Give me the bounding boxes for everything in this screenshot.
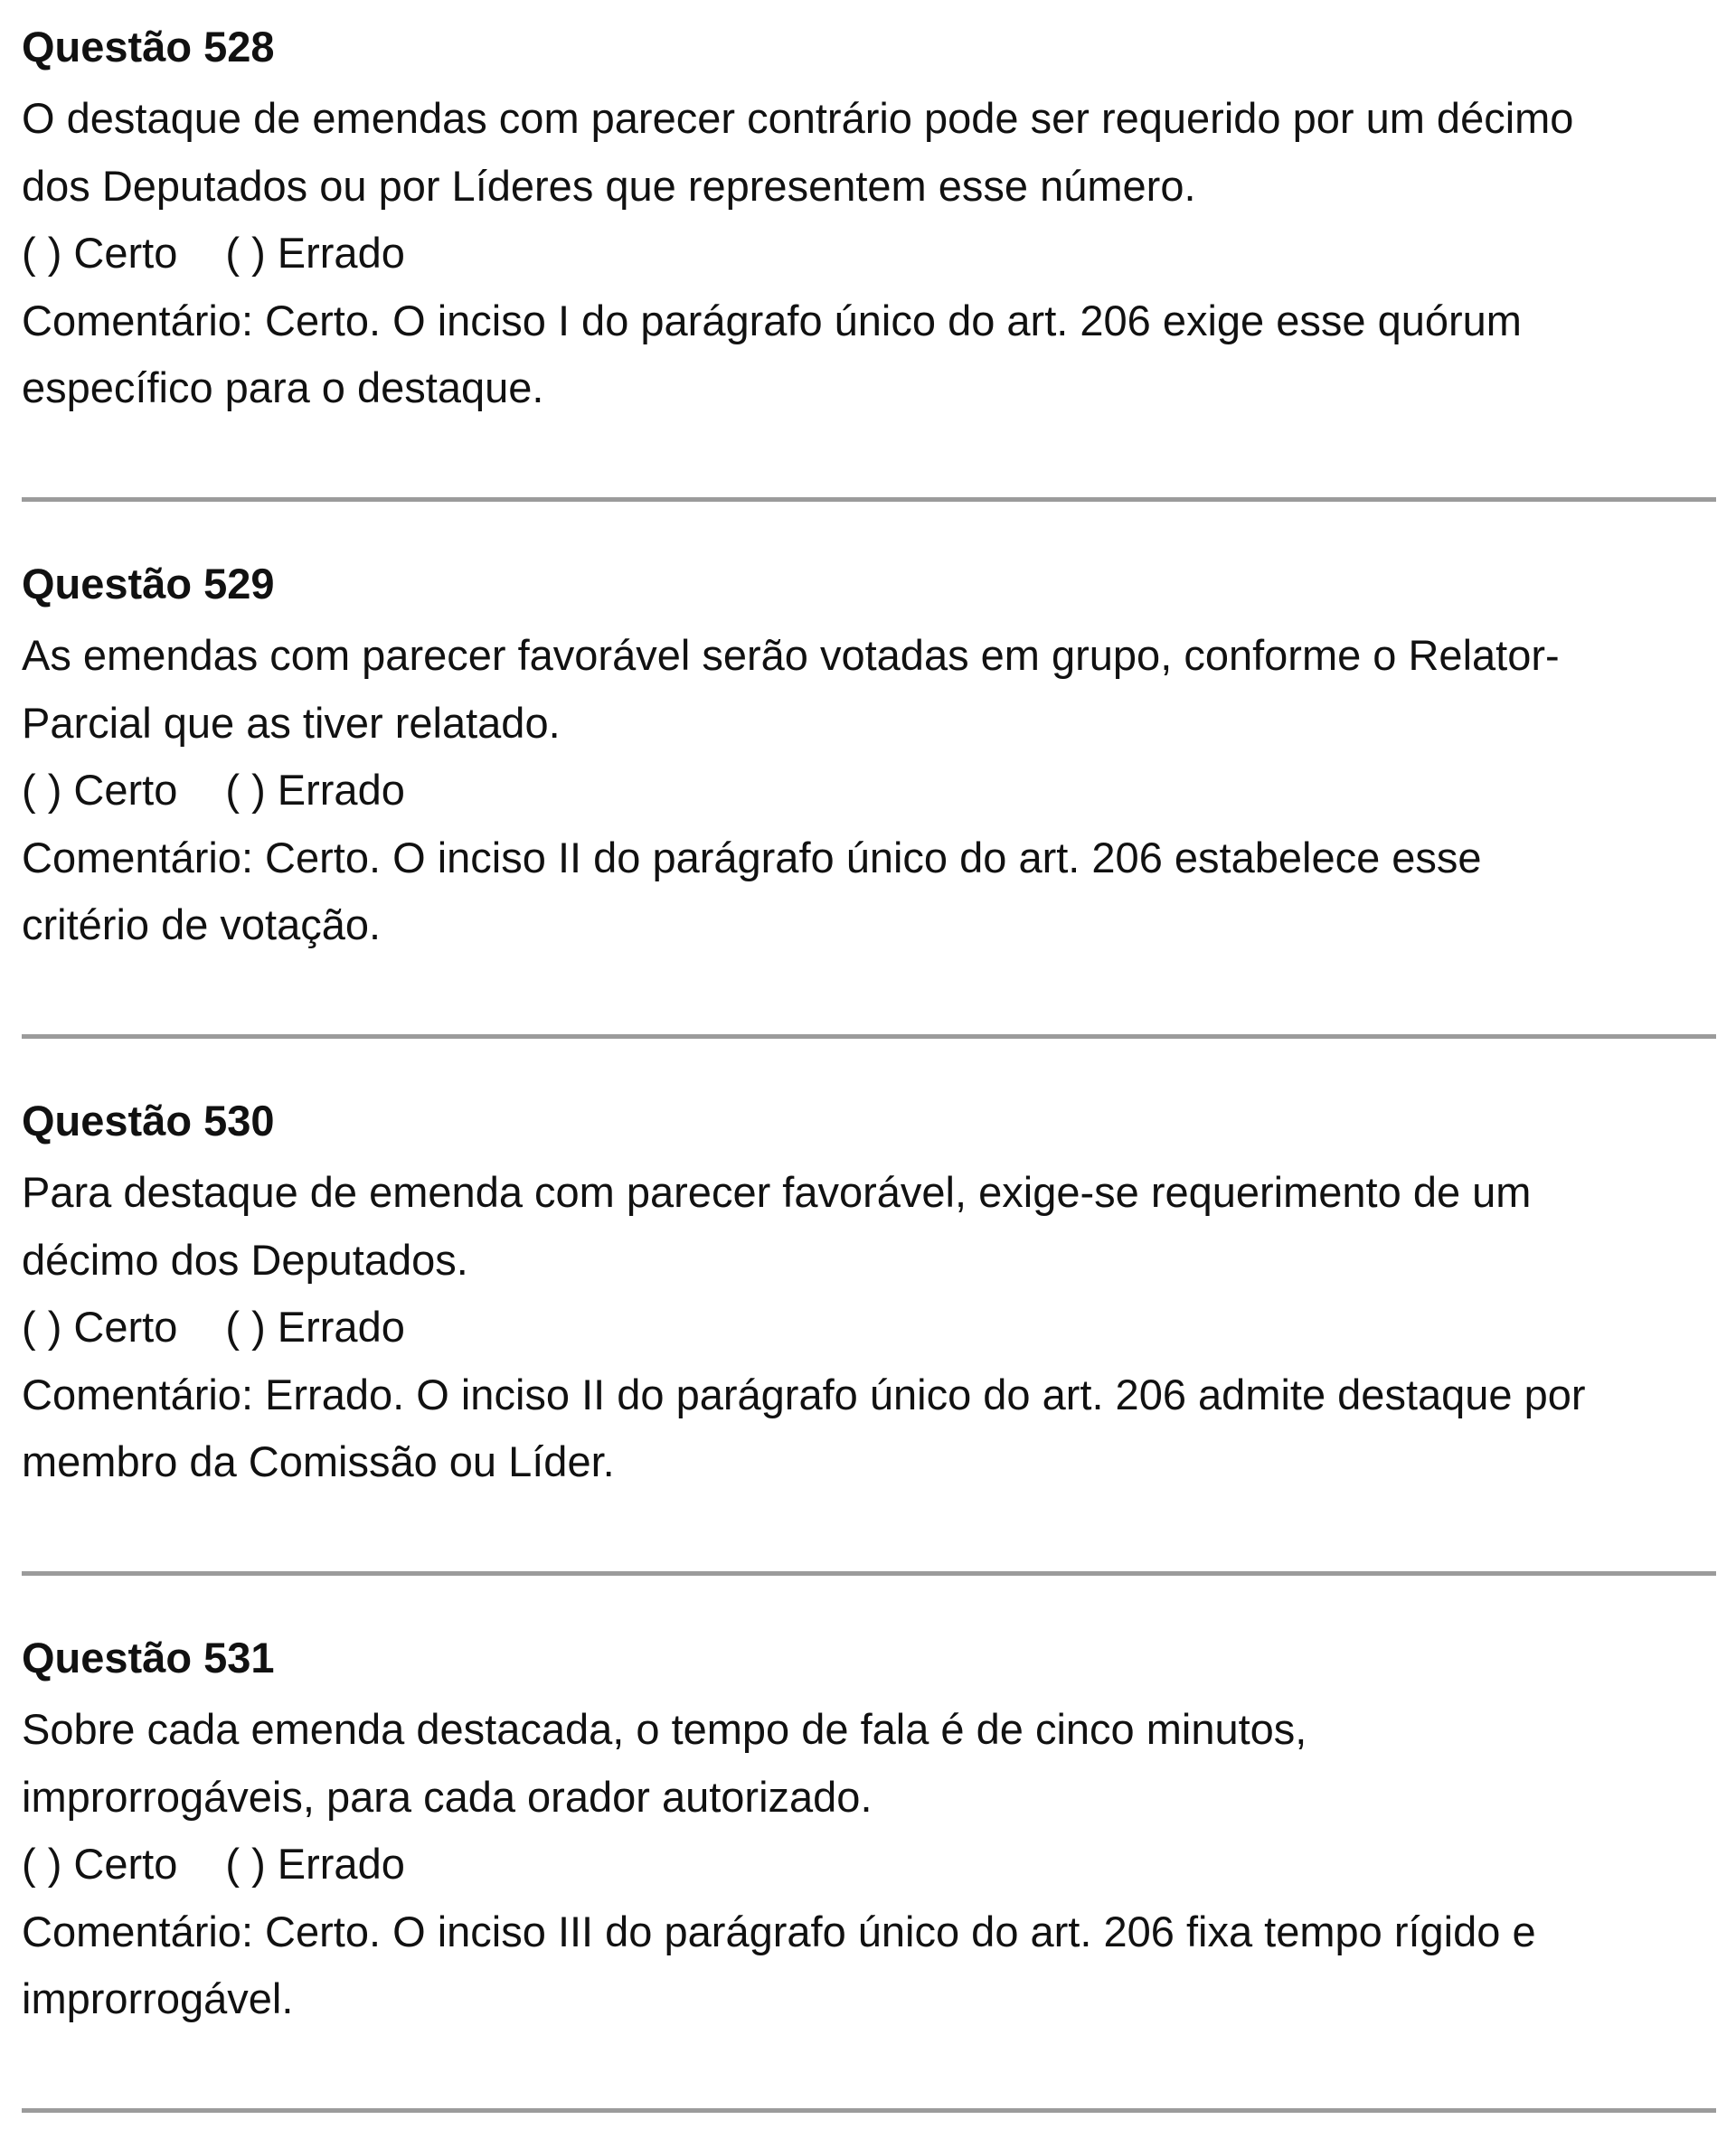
question-comment-line: critério de votação. (22, 900, 382, 948)
question-529 (22, 537, 1714, 1074)
question-statement-line: improrrogáveis, para cada orador autorizado. (22, 1772, 873, 1821)
question-comment-line: membro da Comissão ou Líder. (22, 1437, 615, 1485)
option-errado: ( ) Errado (225, 229, 405, 277)
divider (22, 1034, 1716, 1039)
answer-options (22, 757, 1722, 824)
question-531 (22, 1611, 1714, 2148)
question-statement-line: décimo dos Deputados. (22, 1235, 468, 1284)
question-body (22, 622, 1722, 959)
question-530 (22, 1074, 1714, 1611)
option-errado: ( ) Errado (225, 1303, 405, 1351)
question-title: Questão 530 (22, 1097, 275, 1145)
divider (22, 2108, 1716, 2113)
question-statement-line: As emendas com parecer favorável serão votadas em grupo, conforme o Relator- (22, 631, 1560, 679)
question-statement-line: Sobre cada emenda destacada, o tempo de fala é de cinco minutos, (22, 1705, 1307, 1753)
question-528 (22, 0, 1714, 537)
option-certo: ( ) Certo (22, 1840, 178, 1888)
question-statement-line: Para destaque de emenda com parecer favorável, exige-se requerimento de um (22, 1168, 1532, 1216)
question-list (22, 0, 1714, 2148)
answer-options (22, 220, 1722, 287)
option-errado: ( ) Errado (225, 766, 405, 814)
question-body (22, 85, 1722, 422)
question-statement-line: Parcial que as tiver relatado. (22, 698, 561, 747)
answer-options (22, 1831, 1722, 1898)
question-comment-line: improrrogável. (22, 1974, 294, 2022)
question-body (22, 1159, 1722, 1496)
question-comment-line: específico para o destaque. (22, 363, 544, 411)
option-certo: ( ) Certo (22, 229, 178, 277)
question-statement-line: O destaque de emendas com parecer contrário pode ser requerido por um décimo (22, 94, 1574, 142)
question-title: Questão 528 (22, 23, 275, 71)
answer-options (22, 1294, 1722, 1361)
option-errado: ( ) Errado (225, 1840, 405, 1888)
question-statement-line: dos Deputados ou por Líderes que representem esse número. (22, 161, 1196, 210)
divider (22, 497, 1716, 502)
question-comment-line: Comentário: Certo. O inciso III do parágrafo único do art. 206 fixa tempo rígido e (22, 1907, 1536, 1955)
question-comment-line: Comentário: Errado. O inciso II do parágrafo único do art. 206 admite destaque por (22, 1370, 1586, 1418)
question-title: Questão 529 (22, 560, 275, 608)
question-title: Questão 531 (22, 1634, 275, 1682)
divider (22, 1571, 1716, 1576)
option-certo: ( ) Certo (22, 766, 178, 814)
option-certo: ( ) Certo (22, 1303, 178, 1351)
question-comment-line: Comentário: Certo. O inciso I do parágrafo único do art. 206 exige esse quórum (22, 296, 1522, 344)
question-comment-line: Comentário: Certo. O inciso II do parágrafo único do art. 206 estabelece esse (22, 833, 1482, 881)
question-body (22, 1696, 1722, 2033)
